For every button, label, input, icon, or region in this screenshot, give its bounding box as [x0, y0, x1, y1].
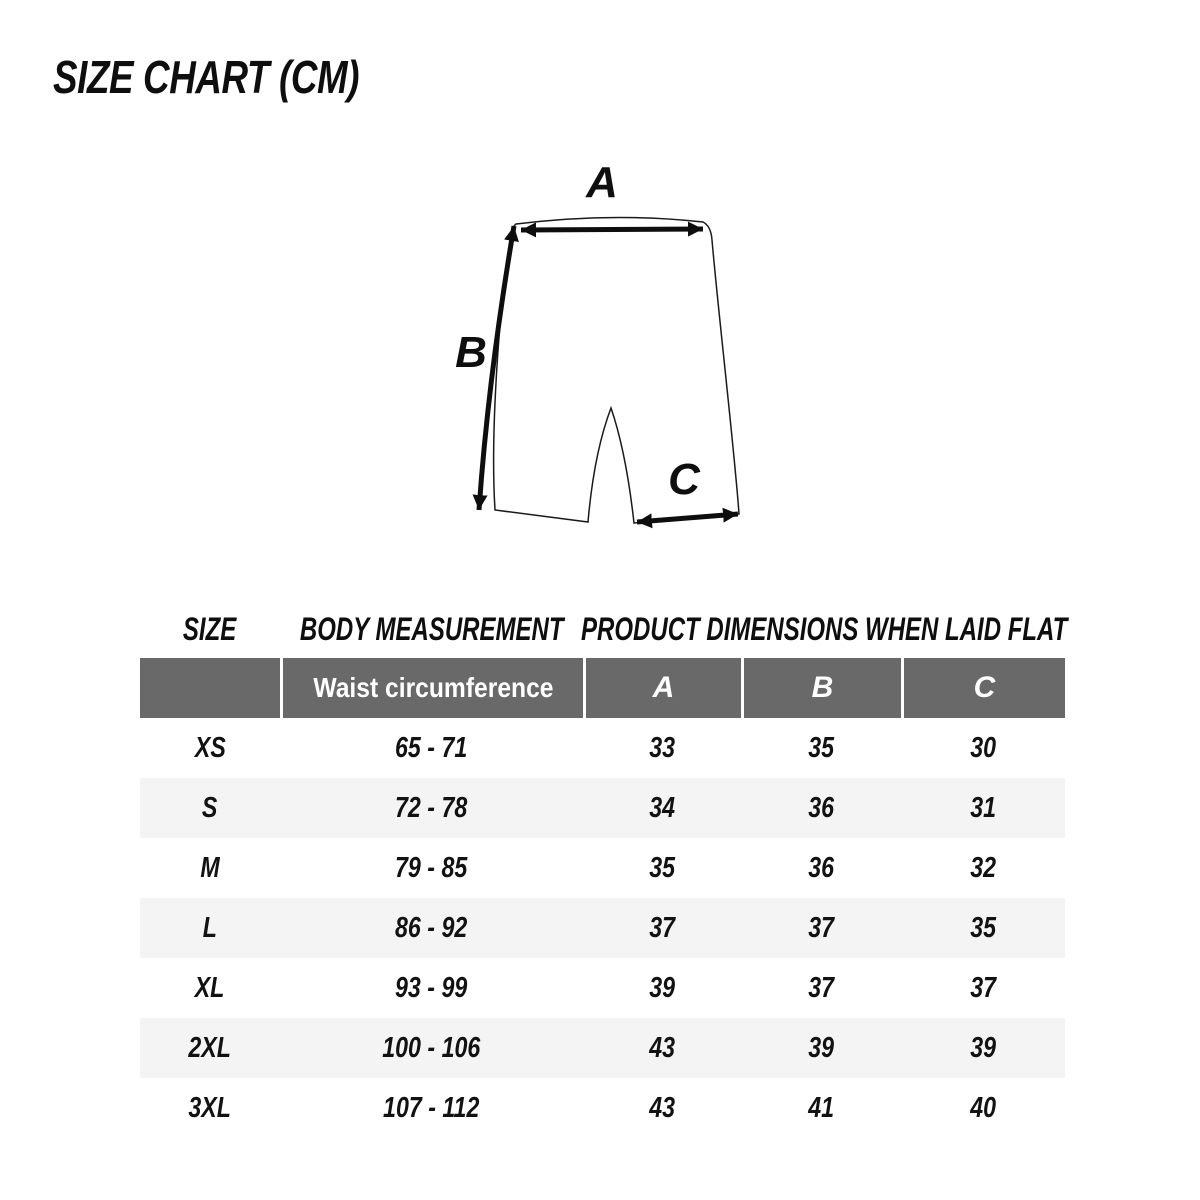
cell-size: M — [200, 851, 220, 884]
measurement-arrow-c — [637, 514, 738, 522]
page-title-text: SIZE CHART (CM) — [53, 51, 360, 103]
page-title — [53, 52, 436, 103]
group-header-body-measurement: BODY MEASUREMENT — [299, 610, 564, 647]
cell-a: 43 — [649, 1031, 675, 1064]
cell-a: 37 — [649, 911, 675, 944]
cell-b: 37 — [808, 971, 834, 1004]
cell-b: 36 — [808, 851, 834, 884]
cell-a: 35 — [649, 851, 675, 884]
table-row-xs — [140, 718, 1065, 778]
cell-b: 41 — [808, 1091, 834, 1124]
cell-size: 3XL — [188, 1091, 232, 1124]
cell-waist: 107 - 112 — [383, 1091, 480, 1124]
cell-c: 35 — [970, 911, 996, 944]
subheader-waist-circumference: Waist circumference — [280, 658, 583, 718]
cell-size: XS — [194, 731, 226, 764]
group-header-size: SIZE — [183, 610, 237, 647]
subheader-empty — [140, 658, 280, 718]
cell-waist: 100 - 106 — [382, 1031, 481, 1064]
cell-b: 39 — [808, 1031, 834, 1064]
cell-waist: 93 - 99 — [395, 971, 468, 1004]
measurement-label-b: B — [455, 328, 487, 377]
cell-c: 31 — [970, 791, 996, 824]
cell-size: L — [202, 911, 218, 944]
cell-a: 43 — [649, 1091, 675, 1124]
cell-waist: 86 - 92 — [395, 911, 468, 944]
table-group-header-row — [140, 600, 1068, 658]
subheader-b: B — [741, 658, 901, 718]
cell-waist: 72 - 78 — [395, 791, 468, 824]
cell-size: XL — [195, 971, 225, 1004]
table-row-l — [140, 898, 1065, 958]
cell-a: 34 — [649, 791, 675, 824]
group-header-product-dimensions: PRODUCT DIMENSIONS WHEN LAID FLAT — [580, 610, 1068, 647]
cell-c: 37 — [970, 971, 996, 1004]
subheader-a: A — [583, 658, 741, 718]
cell-size: S — [202, 791, 218, 824]
table-row-s — [140, 778, 1065, 838]
table-subheader-row — [140, 658, 1065, 718]
cell-waist: 79 - 85 — [395, 851, 468, 884]
size-table — [140, 600, 1068, 1138]
cell-c: 32 — [970, 851, 996, 884]
cell-size: 2XL — [188, 1031, 232, 1064]
cell-a: 33 — [649, 731, 675, 764]
table-row-2xl — [140, 1018, 1065, 1078]
shorts-diagram — [430, 150, 780, 580]
shorts-outline — [494, 217, 739, 523]
measurement-arrow-a — [521, 229, 703, 230]
cell-c: 40 — [970, 1091, 996, 1124]
cell-c: 39 — [970, 1031, 996, 1064]
table-row-xl — [140, 958, 1065, 1018]
measurement-label-c: C — [668, 455, 700, 504]
cell-a: 39 — [649, 971, 675, 1004]
cell-waist: 65 - 71 — [395, 731, 468, 764]
measurement-label-a: A — [586, 158, 618, 207]
cell-b: 36 — [808, 791, 834, 824]
subheader-c: C — [901, 658, 1065, 718]
cell-b: 37 — [808, 911, 834, 944]
table-row-m — [140, 838, 1065, 898]
cell-b: 35 — [808, 731, 834, 764]
cell-c: 30 — [970, 731, 996, 764]
table-row-3xl — [140, 1078, 1065, 1138]
